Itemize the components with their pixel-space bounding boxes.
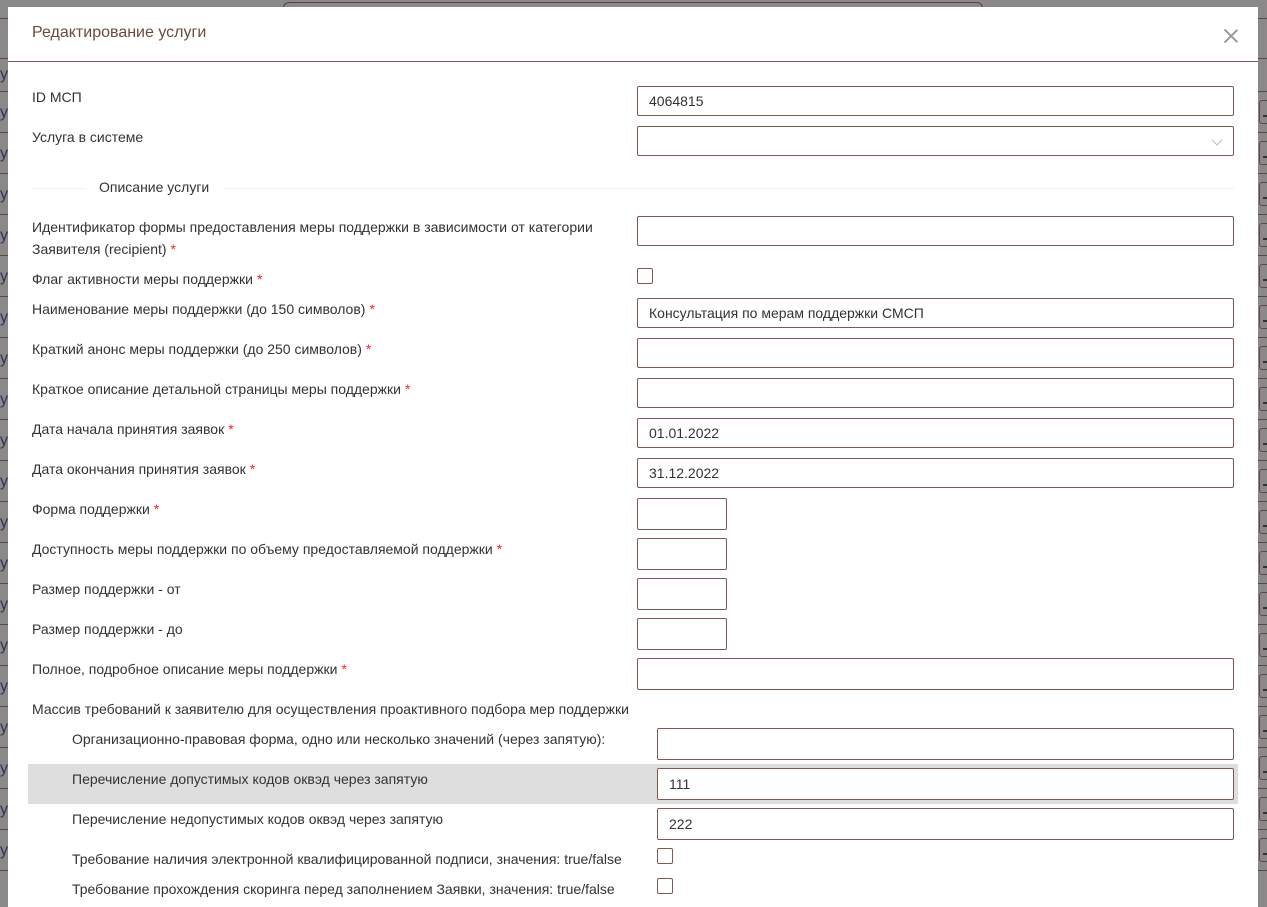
background-row-text: у bbox=[0, 801, 8, 818]
size-to-label: Размер поддержки - до bbox=[32, 621, 183, 637]
background-edit-button bbox=[1259, 387, 1267, 411]
background-row-text: у bbox=[0, 186, 8, 203]
short-announce-label-text: Краткий анонс меры поддержки (до 250 символов) bbox=[32, 341, 362, 357]
start-date-label bbox=[32, 418, 622, 440]
background-edit-button bbox=[1259, 100, 1267, 124]
background-row-text: у bbox=[0, 637, 8, 654]
background-edit-button bbox=[1259, 141, 1267, 165]
background-row-text: у bbox=[0, 309, 8, 326]
background-edit-button bbox=[1259, 182, 1267, 206]
section-title: Описание услуги bbox=[99, 179, 210, 195]
required-mark: * bbox=[404, 381, 411, 397]
background-edit-button bbox=[1259, 428, 1267, 452]
background-row-text: у bbox=[0, 145, 8, 162]
close-icon[interactable] bbox=[1222, 27, 1240, 45]
allowed-okved-label: Перечисление допустимых кодов оквэд через запятую bbox=[72, 771, 428, 787]
background-edit-button bbox=[1259, 346, 1267, 370]
field-forbidden-okved bbox=[28, 804, 1238, 844]
active-flag-checkbox[interactable] bbox=[637, 268, 653, 284]
background-edit-button bbox=[1259, 838, 1267, 862]
active-flag-label-text: Флаг активности меры поддержки bbox=[32, 271, 253, 287]
size-from-input[interactable] bbox=[637, 578, 727, 610]
short-description-label bbox=[32, 378, 622, 400]
required-mark: * bbox=[365, 341, 372, 357]
forbidden-okved-label: Перечисление недопустимых кодов оквэд через запятую bbox=[72, 811, 444, 827]
name-label bbox=[32, 298, 622, 320]
modal-title: Редактирование услуги bbox=[32, 24, 207, 41]
required-mark: * bbox=[369, 301, 375, 317]
start-date-input[interactable]: 01.01.2022 bbox=[637, 418, 1234, 448]
background-row-text: у bbox=[0, 104, 8, 121]
recipient-id-label-line1: Идентификатор формы предоставления меры поддержки в зависимости от категории bbox=[32, 219, 593, 235]
start-date-label-text: Дата начала принятия заявок bbox=[32, 421, 225, 437]
background-row-text: у bbox=[0, 842, 8, 859]
background-edit-button bbox=[1259, 264, 1267, 288]
support-form-input[interactable] bbox=[637, 498, 727, 530]
field-allowed-okved bbox=[28, 764, 1238, 804]
background-edit-button bbox=[1259, 510, 1267, 534]
edit-service-modal bbox=[8, 7, 1258, 907]
background-edit-button bbox=[1259, 551, 1267, 575]
background-edit-button bbox=[1259, 469, 1267, 493]
background-edit-button bbox=[1259, 633, 1267, 657]
field-legal-form bbox=[28, 724, 1238, 764]
full-description-label-text: Полное, подробное описание меры поддержки bbox=[32, 661, 338, 677]
name-input[interactable]: Консультация по мерам поддержки СМСП bbox=[637, 298, 1234, 328]
background-edit-button bbox=[1259, 797, 1267, 821]
qualified-signature-checkbox[interactable] bbox=[657, 848, 673, 864]
required-mark: * bbox=[249, 461, 256, 477]
legal-form-label: Организационно-правовая форма, одно или несколько значений (через запятую): bbox=[72, 731, 606, 747]
short-announce-input[interactable] bbox=[637, 338, 1234, 368]
size-to-input[interactable] bbox=[637, 618, 727, 650]
background-row-text: у bbox=[0, 473, 8, 490]
required-mark: * bbox=[170, 241, 176, 257]
field-scoring bbox=[28, 874, 1238, 904]
recipient-id-input[interactable] bbox=[637, 216, 1234, 246]
id-msp-input[interactable]: 4064815 bbox=[637, 86, 1234, 116]
recipient-id-label bbox=[32, 216, 622, 260]
scoring-label: Требование прохождения скоринга перед заполнением Заявки, значения: true/false bbox=[72, 881, 615, 897]
background-row-text: у bbox=[0, 596, 8, 613]
required-mark: * bbox=[153, 501, 160, 517]
field-qualified-signature bbox=[28, 844, 1238, 874]
recipient-id-label-line2: Заявителя (recipient) bbox=[32, 241, 167, 257]
background-row-text: у bbox=[0, 678, 8, 695]
size-from-label: Размер поддержки - от bbox=[32, 581, 181, 597]
service-in-system-label: Услуга в системе bbox=[32, 129, 144, 145]
short-description-input[interactable] bbox=[637, 378, 1234, 408]
background-row-text: у bbox=[0, 514, 8, 531]
background-edit-button bbox=[1259, 223, 1267, 247]
background-row-text: у bbox=[0, 227, 8, 244]
background-row-text: у bbox=[0, 432, 8, 449]
support-form-label bbox=[32, 498, 622, 520]
forbidden-okved-input[interactable]: 222 bbox=[657, 808, 1234, 840]
name-label-text: Наименование меры поддержки (до 150 символов) bbox=[32, 301, 366, 317]
availability-label-text: Доступность меры поддержки по объему предоставляемой поддержки bbox=[32, 541, 493, 557]
availability-label bbox=[32, 538, 622, 560]
background-row-text: у bbox=[0, 350, 8, 367]
background-row-text: у bbox=[0, 268, 8, 285]
background-edit-button bbox=[1259, 715, 1267, 739]
chevron-down-icon bbox=[1211, 134, 1222, 145]
availability-input[interactable] bbox=[637, 538, 727, 570]
background-edit-button bbox=[1259, 592, 1267, 616]
short-description-label-text: Краткое описание детальной страницы меры поддержки bbox=[32, 381, 401, 397]
background-row-text: у bbox=[0, 719, 8, 736]
background-row-text: у bbox=[0, 66, 8, 83]
background-row-text: у bbox=[0, 555, 8, 572]
id-msp-label: ID МСП bbox=[32, 89, 82, 105]
full-description-input[interactable] bbox=[637, 658, 1234, 690]
qualified-signature-label: Требование наличия электронной квалифицированной подписи, значения: true/false bbox=[72, 851, 622, 867]
background-edit-button bbox=[1259, 756, 1267, 780]
end-date-label-text: Дата окончания принятия заявок bbox=[32, 461, 246, 477]
divider-line bbox=[224, 188, 1234, 189]
background-edit-button bbox=[1259, 305, 1267, 329]
end-date-label bbox=[32, 458, 622, 480]
full-description-label bbox=[32, 658, 622, 680]
end-date-input[interactable]: 31.12.2022 bbox=[637, 458, 1234, 488]
active-flag-label bbox=[32, 268, 622, 290]
modal-header bbox=[8, 7, 1258, 62]
required-mark: * bbox=[341, 661, 347, 677]
divider-line bbox=[32, 188, 85, 189]
service-in-system-select[interactable] bbox=[637, 126, 1234, 156]
scoring-checkbox[interactable] bbox=[657, 878, 673, 894]
requirements-title: Массив требований к заявителю для осуществления проактивного подбора мер поддержки bbox=[32, 701, 629, 717]
background-edit-button bbox=[1259, 674, 1267, 698]
background-row-text: у bbox=[0, 760, 8, 777]
support-form-label-text: Форма поддержки bbox=[32, 501, 150, 517]
required-mark: * bbox=[496, 541, 503, 557]
required-mark: * bbox=[228, 421, 234, 437]
section-divider bbox=[32, 179, 1234, 195]
required-mark: * bbox=[256, 271, 263, 287]
background-row-text: у bbox=[0, 391, 8, 408]
allowed-okved-input[interactable]: 111 bbox=[657, 768, 1234, 800]
short-announce-label bbox=[32, 338, 622, 360]
legal-form-input[interactable] bbox=[657, 728, 1234, 760]
